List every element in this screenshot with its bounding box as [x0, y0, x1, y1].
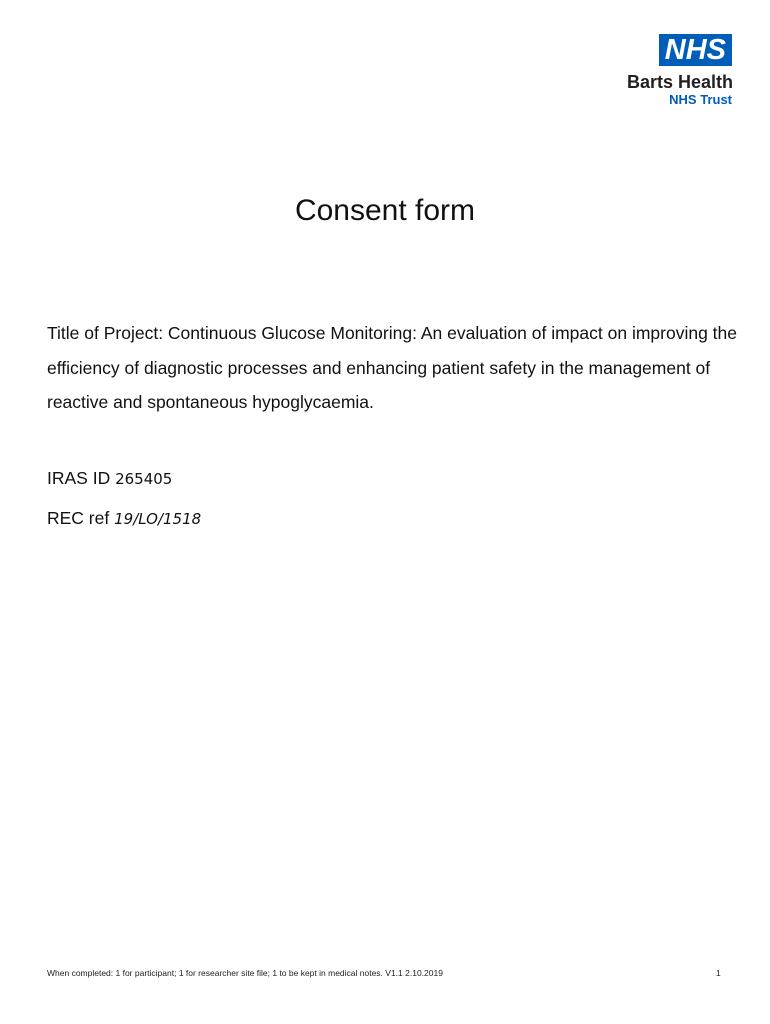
footer-note: When completed: 1 for participant; 1 for researcher site file; 1 to be kept in medical notes. V1.1 2.10.2019	[47, 968, 443, 978]
rec-ref-line	[47, 508, 201, 529]
nhs-barts-health-logo	[592, 34, 732, 108]
rec-ref-label: REC ref	[47, 508, 110, 528]
nhs-logo-badge: NHS	[659, 34, 732, 66]
trust-name: NHS Trust	[669, 92, 732, 107]
organisation-name: Barts Health	[626, 72, 733, 92]
project-title: Title of Project: Continuous Glucose Monitoring: An evaluation of impact on improving the efficiency of diagnostic processes and enhancing patient safety in the management of reactive and spontaneous hypoglycaemia.	[47, 323, 737, 412]
document-title: Consent form	[294, 194, 476, 227]
iras-id-label: IRAS ID	[47, 468, 111, 488]
iras-id-value: 265405	[115, 470, 173, 488]
page-number: 1	[716, 968, 721, 978]
iras-id-line	[47, 468, 172, 489]
rec-ref-value: 19/LO/1518	[114, 510, 202, 528]
